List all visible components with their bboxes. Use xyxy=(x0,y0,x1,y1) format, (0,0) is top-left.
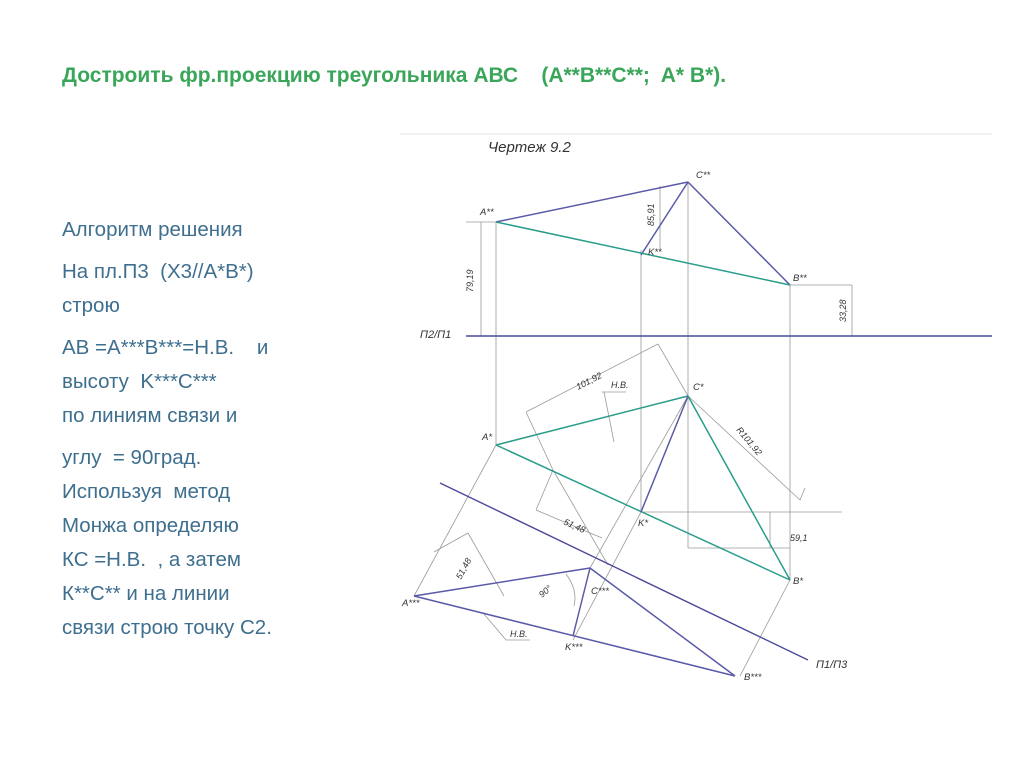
dim-3328: 33,28 xyxy=(838,299,848,322)
label-b1: B* xyxy=(793,576,804,587)
dim-r10192: R101,92 xyxy=(734,424,765,458)
dim-5148b: 51,48 xyxy=(453,556,474,581)
axis-p1-p3-label: П1/П3 xyxy=(816,659,848,671)
label-a1: A* xyxy=(482,432,493,443)
edge-a1-c1 xyxy=(496,396,688,445)
dim-ext-5148a xyxy=(536,470,553,510)
proj-line-b xyxy=(740,580,790,676)
dim-tick-r10192 xyxy=(800,488,805,500)
proj-line-c xyxy=(590,396,688,568)
label-a2: A** xyxy=(480,207,494,218)
edge-a1-b1 xyxy=(496,445,790,580)
edge-c3-k3 xyxy=(573,568,590,636)
angle-arc xyxy=(566,574,575,606)
edge-c2-b2 xyxy=(688,182,790,285)
construction-lines xyxy=(414,182,852,676)
algorithm-line: по линиям связи и xyxy=(62,404,238,427)
dim-8591: 85,91 xyxy=(646,203,656,226)
edge-a2-b2 xyxy=(496,222,790,285)
edge-c1-k1 xyxy=(641,396,688,512)
algorithm-line: Монжа определяю xyxy=(62,514,239,537)
dim-7919: 79,19 xyxy=(465,269,475,292)
algorithm-line: связи строю точку С2. xyxy=(62,616,272,639)
axis-p2-p1-label: П2/П1 xyxy=(420,329,452,341)
algorithm-line: строю xyxy=(62,294,120,317)
dim-5148a: 51,48 xyxy=(562,516,587,535)
algorithm-line: КС =Н.В. , а затем xyxy=(62,548,241,571)
algorithm-line: AB =A***B***=Н.В. и xyxy=(62,336,269,359)
label-k3: K*** xyxy=(565,642,583,653)
algorithm-line: углу = 90град. xyxy=(62,446,202,469)
dim-ext-5148b xyxy=(434,533,468,552)
third-projection xyxy=(414,568,735,676)
label-b3: B*** xyxy=(744,672,762,683)
algorithm-line: Алгоритм решения xyxy=(62,218,243,241)
nv-label-2: Н.В. xyxy=(510,629,528,639)
drawing-caption: Чертеж 9.2 xyxy=(488,139,571,156)
edge-c3-b3 xyxy=(590,568,735,676)
dimension-labels xyxy=(454,203,848,639)
label-a3: A*** xyxy=(402,598,420,609)
algorithm-line: Используя метод xyxy=(62,480,231,503)
horizontal-projection xyxy=(496,396,790,580)
label-c1: C* xyxy=(693,382,704,393)
axis-p1-p3 xyxy=(440,483,808,660)
edge-a2-c2 xyxy=(496,182,688,222)
page-title: Достроить фр.проекцию треугольника АВС (A**B**C**; A* B*). xyxy=(62,64,727,87)
algorithm-line: высоту K***C*** xyxy=(62,370,217,393)
nv-label-1: Н.В. xyxy=(611,380,629,390)
label-k2: K** xyxy=(648,247,662,258)
frontal-projection xyxy=(496,182,790,285)
dim-ext-10192b xyxy=(658,344,688,396)
label-c2: C** xyxy=(696,170,711,181)
angle-label: 90° xyxy=(536,583,554,600)
point-labels xyxy=(401,170,807,683)
edge-c1-b1 xyxy=(688,396,790,580)
algorithm-line: На пл.П3 (X3//A*B*) xyxy=(62,260,254,283)
label-k1: K* xyxy=(638,518,649,529)
edge-a3-b3 xyxy=(414,596,735,676)
dim-10192: 101,92 xyxy=(574,370,604,392)
dim-line-r10192 xyxy=(688,396,800,500)
label-c3: C*** xyxy=(591,586,609,597)
label-b2: B** xyxy=(793,273,807,284)
dim-591: 59,1 xyxy=(790,533,808,543)
algorithm-line: К**С** и на линии xyxy=(62,582,230,605)
